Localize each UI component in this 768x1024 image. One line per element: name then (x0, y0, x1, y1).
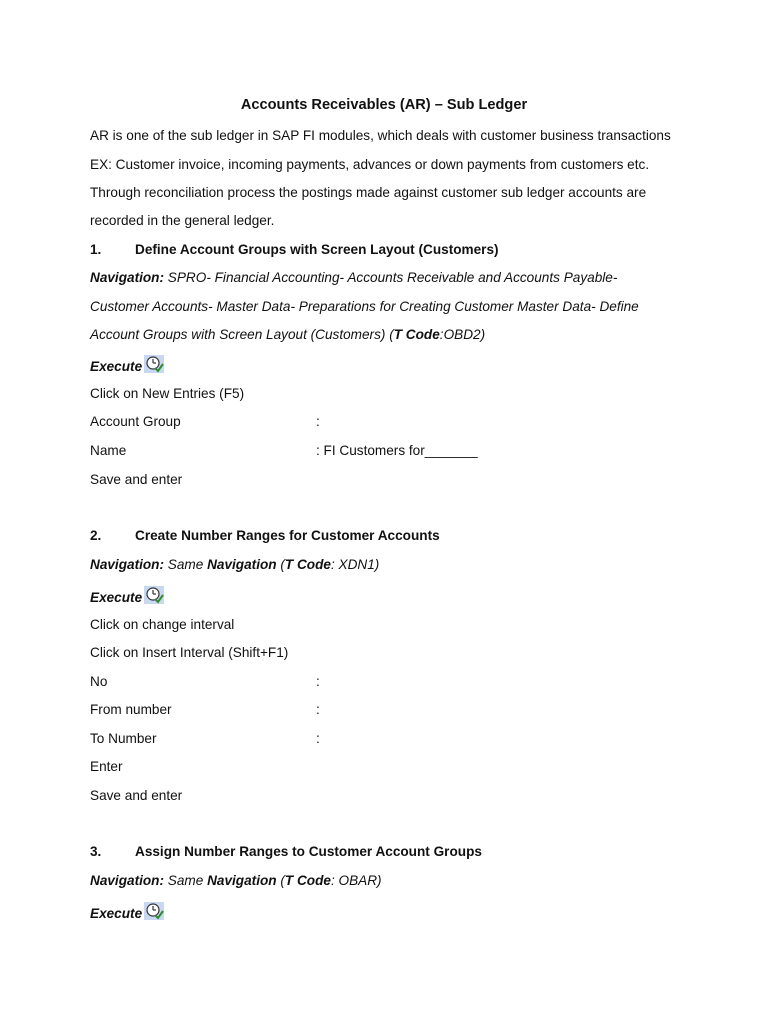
intro-line-1: AR is one of the sub ledger in SAP FI modules, which deals with customer business transactions (90, 128, 671, 143)
field-value-name: : FI Customers for_______ (316, 443, 478, 458)
section-2-step-1: Click on change interval (90, 617, 235, 632)
section-1-execute (90, 355, 164, 376)
execute-label: Execute (90, 906, 143, 921)
section-3-navigation (90, 872, 382, 890)
tcode-label: T Code (284, 557, 331, 572)
field-label-no: No (90, 674, 108, 689)
tcode-value: : XDN1) (330, 557, 380, 572)
section-1-navigation-line-3 (90, 326, 485, 344)
navigation-paren: ( (276, 873, 285, 888)
section-2-navigation (90, 556, 379, 574)
section-2-heading (90, 527, 440, 545)
field-value-to-number: : (316, 731, 320, 746)
navigation-label: Navigation: (90, 557, 165, 572)
section-3-execute (90, 902, 164, 923)
navigation-same: Same (164, 873, 208, 888)
section-1-final: Save and enter (90, 472, 183, 487)
field-value-no: : (316, 674, 320, 689)
section-3-title: Assign Number Ranges to Customer Account Groups (135, 844, 482, 859)
page-title: Accounts Receivables (AR) – Sub Ledger (240, 97, 528, 113)
section-1-step-1: Click on New Entries (F5) (90, 386, 245, 401)
field-label-to-number: To Number (90, 731, 157, 746)
section-2-execute (90, 586, 164, 607)
execute-clock-check-icon[interactable] (144, 586, 164, 604)
tcode-label: T Code (393, 327, 440, 342)
section-1-title: Define Account Groups with Screen Layout (Customers) (135, 242, 499, 257)
navigation-label: Navigation: (90, 873, 165, 888)
field-value-from-number: : (316, 702, 320, 717)
execute-clock-check-icon[interactable] (144, 902, 164, 920)
field-value-account-group: : (316, 414, 320, 429)
intro-line-4: recorded in the general ledger. (90, 213, 275, 228)
section-1-number: 1. (90, 242, 102, 257)
section-1-navigation-line-1 (90, 269, 617, 287)
execute-clock-check-icon[interactable] (144, 355, 164, 373)
section-2-final: Save and enter (90, 788, 183, 803)
tcode-value: : OBAR) (330, 873, 382, 888)
field-label-from-number: From number (90, 702, 172, 717)
navigation-paren: ( (276, 557, 285, 572)
navigation-path-1: SPRO- Financial Accounting- Accounts Receivable and Accounts Payable- (164, 270, 618, 285)
section-3-heading (90, 843, 482, 861)
intro-line-3: Through reconciliation process the postings made against customer sub ledger accounts are (90, 185, 647, 200)
field-label-name: Name (90, 443, 127, 458)
section-1-heading (90, 241, 499, 259)
execute-label: Execute (90, 590, 143, 605)
navigation-label: Navigation: (90, 270, 165, 285)
field-label-account-group: Account Group (90, 414, 181, 429)
section-3-number: 3. (90, 844, 102, 859)
tcode-value: :OBD2) (439, 327, 486, 342)
navigation-word: Navigation (207, 557, 277, 572)
tcode-label: T Code (284, 873, 331, 888)
section-2-number: 2. (90, 528, 102, 543)
intro-line-2: EX: Customer invoice, incoming payments, advances or down payments from customers etc. (90, 157, 650, 172)
navigation-path-3: Account Groups with Screen Layout (Customers) ( (90, 327, 394, 342)
section-2-enter: Enter (90, 759, 123, 774)
navigation-same: Same (164, 557, 208, 572)
section-2-title: Create Number Ranges for Customer Accounts (135, 528, 440, 543)
section-1-navigation-line-2: Customer Accounts- Master Data- Preparations for Creating Customer Master Data- Define (90, 299, 639, 314)
navigation-word: Navigation (207, 873, 277, 888)
execute-label: Execute (90, 359, 143, 374)
section-2-step-2: Click on Insert Interval (Shift+F1) (90, 645, 289, 660)
